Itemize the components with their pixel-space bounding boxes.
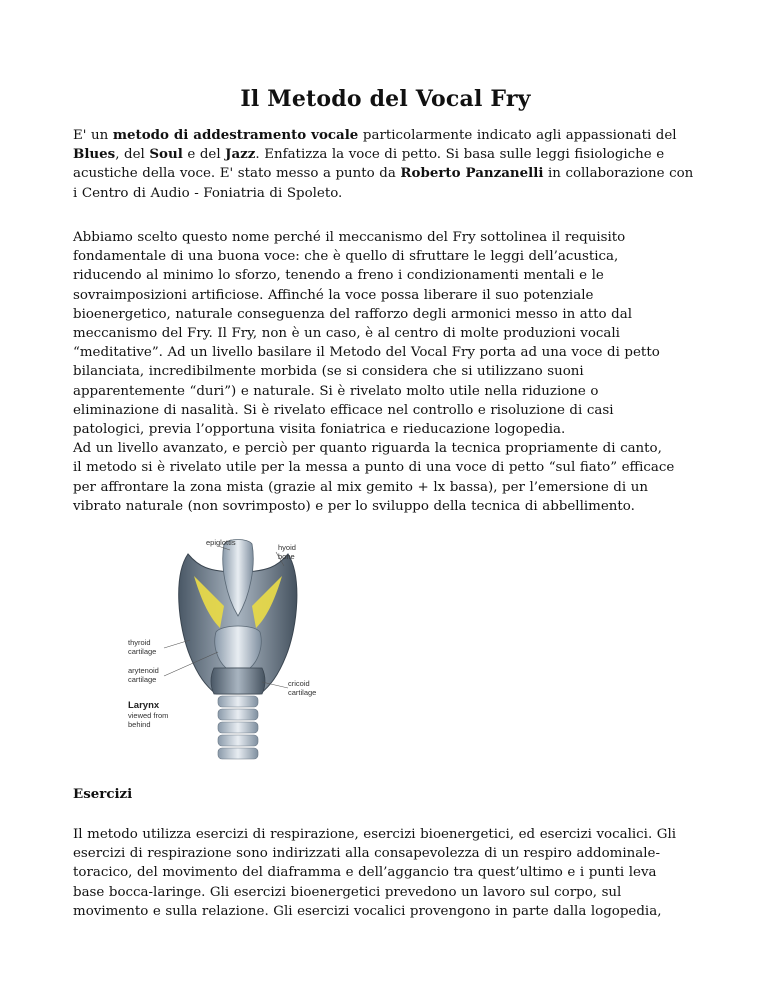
text-line: movimento e sulla relazione. Gli esercizi vocalici provengono in parte dalla logopedia,: [73, 903, 662, 919]
bold-term: metodo di addestramento vocale: [112, 127, 359, 143]
text-line: fondamentale di una buona voce: che è quello di sfruttare le leggi dell’acustica,: [73, 249, 619, 265]
text-line: toracico, del movimento del diaframma e dell’aggancio tra quest’ultimo e i punti leva: [73, 865, 657, 881]
label-viewed-from: viewed from: [128, 711, 169, 720]
text-line: sovraimposizioni artificiose. Affinché la voce possa liberare il suo potenziale: [73, 287, 594, 303]
text-line: Il metodo utilizza esercizi di respirazione, esercizi bioenergetici, ed esercizi vocalici. Gli: [73, 827, 677, 842]
larynx-illustration: [128, 536, 338, 766]
label-cricoid-cartilage: cartilage: [288, 688, 317, 697]
trachea: [218, 696, 258, 759]
bold-term: Soul: [149, 146, 183, 163]
bold-term: Blues: [73, 146, 116, 163]
text-line: riducendo al minimo lo sforzo, tenendo a freno i condizionamenti mentali e le: [73, 268, 604, 284]
text-line: eliminazione di nasalità. Si è rivelato efficace nel controllo e risoluzione di casi: [73, 402, 614, 418]
bold-term: Jazz: [225, 146, 256, 163]
document-title: Il Metodo del Vocal Fry: [240, 86, 531, 112]
body-paragraph-exercises: [73, 825, 698, 921]
text-line: bilanciata, incredibilmente morbida (se si considera che si utilizzano suoni: [73, 364, 584, 380]
label-hyoid: hyoid: [278, 543, 296, 552]
label-larynx: Larynx: [128, 700, 160, 711]
label-arytenoid: arytenoid: [128, 666, 159, 675]
label-bone: bone: [278, 552, 295, 561]
label-thyroid: thyroid: [128, 638, 151, 647]
text-line: esercizi di respirazione sono indirizzati alla consapevolezza di un respiro addominale-: [73, 846, 660, 862]
larynx-diagram: [128, 536, 338, 766]
text-line: vibrato naturale (non sovrimposto) e per lo sviluppo della tecnica di abbellimento.: [73, 498, 635, 514]
section-heading: Esercizi: [73, 786, 133, 802]
body-paragraph: [73, 228, 698, 516]
label-behind: behind: [128, 720, 151, 729]
text-line: “meditative”. Ad un livello basilare il Metodo del Vocal Fry porta ad una voce di petto: [73, 345, 660, 361]
text-line: Ad un livello avanzato, e perciò per quanto riguarda la tecnica propriamente di canto,: [73, 441, 662, 457]
intro-paragraph: E' un metodo di addestramento vocale particolarmente indicato agli appassionati del Blues, del Soul e del Jazz. Enfatizza la voce di petto. Si basa sulle leggi fisiologiche e acustiche della voce. E' stato messo a punto da Roberto Panzanelli in collaborazione con i Centro di Audio - Foniatria di Spoleto.: [73, 127, 694, 201]
text-line: il metodo si è rivelato utile per la messa a punto di una voce di petto “sul fiato” efficace: [73, 460, 675, 476]
bold-name: Roberto Panzanelli: [400, 165, 544, 182]
text-line: bioenergetico, naturale conseguenza del rafforzo degli armonici messo in atto dal: [73, 306, 633, 322]
label-thyroid-cartilage: cartilage: [128, 647, 157, 656]
label-epiglottis: epiglottis: [206, 538, 236, 547]
arytenoid-shape: [215, 626, 262, 668]
text-line: meccanismo del Fry. Il Fry, non è un caso, è al centro di molte produzioni vocali: [73, 326, 620, 342]
text-line: patologici, previa l’opportuna visita foniatrica e rieducazione logopedia.: [73, 422, 566, 438]
text-line: apparentemente “duri”) e naturale. Si è rivelato molto utile nella riduzione o: [73, 383, 599, 399]
label-cricoid: cricoid: [288, 679, 310, 688]
text-line: per affrontare la zona mista (grazie al mix gemito + lx bassa), per l’emersione di un: [73, 479, 648, 495]
label-arytenoid-cartilage: cartilage: [128, 675, 157, 684]
text-line: Abbiamo scelto questo nome perché il meccanismo del Fry sottolinea il requisito: [73, 230, 626, 245]
cricoid-shape: [211, 668, 265, 694]
text-line: base bocca-laringe. Gli esercizi bioenergetici prevedono un lavoro sul corpo, sul: [73, 884, 622, 900]
